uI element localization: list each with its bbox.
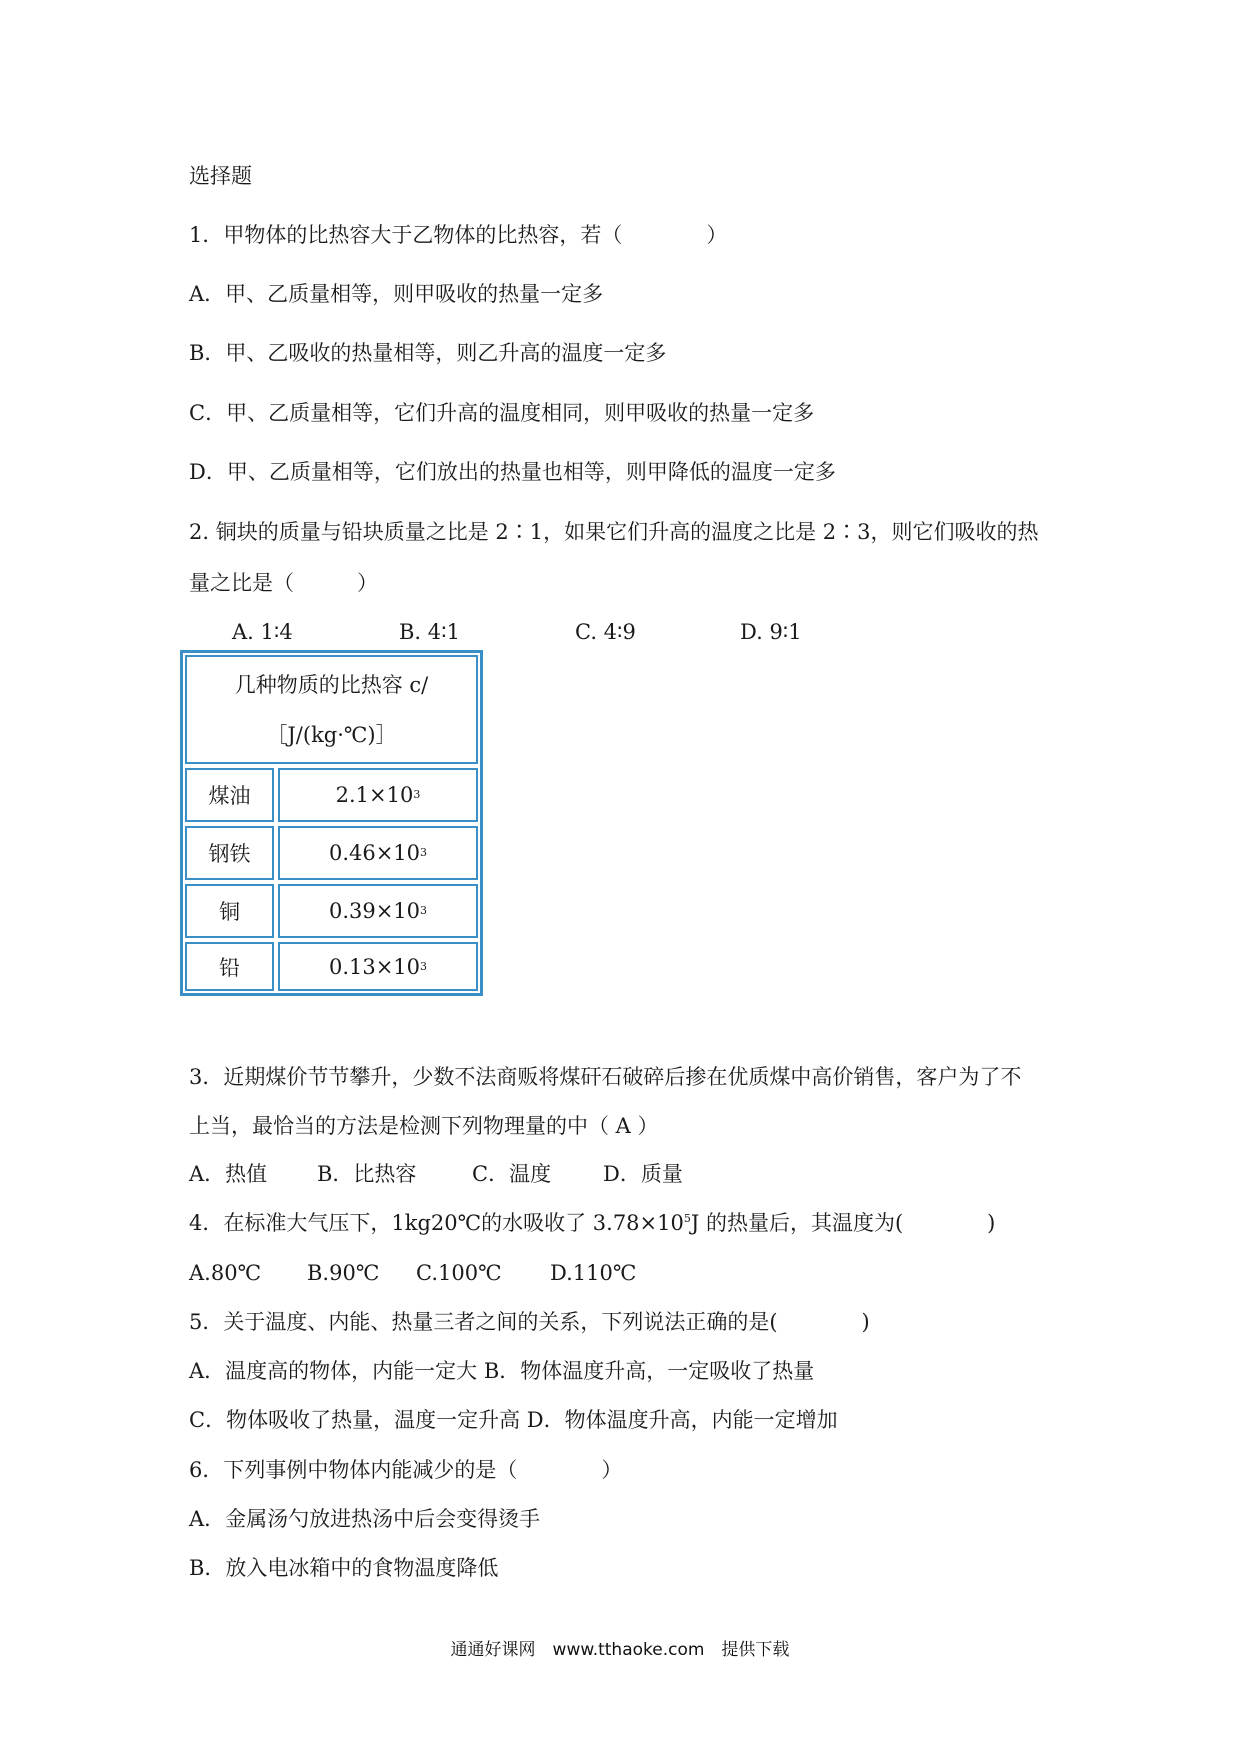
question-6-stem: 6．下列事例中物体内能减少的是（ ） <box>189 1458 623 1482</box>
question-3-option-d: D．质量 <box>603 1162 683 1186</box>
question-5-stem: 5．关于温度、内能、热量三者之间的关系，下列说法正确的是( ) <box>189 1310 870 1334</box>
question-5-options-line2: C．物体吸收了热量，温度一定升高 D．物体温度升高，内能一定增加 <box>189 1408 838 1432</box>
question-6-option-a: A．金属汤勺放进热汤中后会变得烫手 <box>189 1507 541 1531</box>
question-3-stem-line1: 3．近期煤价节节攀升，少数不法商贩将煤矸石破碎后掺在优质煤中高价销售，客户为了不 <box>189 1065 1022 1089</box>
question-4-option-c: C.100℃ <box>416 1261 502 1285</box>
question-5-options-line1: A．温度高的物体，内能一定大 B．物体温度升高，一定吸收了热量 <box>189 1359 815 1383</box>
question-3-stem-line2: 上当，最恰当的方法是检测下列物理量的中（ A ） <box>189 1114 659 1138</box>
question-1-option-b: B．甲、乙吸收的热量相等，则乙升高的温度一定多 <box>189 341 667 365</box>
table-row-name: 煤油 <box>185 768 274 822</box>
question-2-option-c: C. 4∶9 <box>575 620 636 644</box>
table-row-value: 2.1×10 3 <box>278 768 478 822</box>
table-row-value: 0.39×10 3 <box>278 884 478 938</box>
question-6-option-b: B．放入电冰箱中的食物温度降低 <box>189 1556 499 1580</box>
question-3-option-b: B．比热容 <box>317 1162 417 1186</box>
question-3-options <box>189 1164 683 1185</box>
question-1-option-d: D．甲、乙质量相等，它们放出的热量也相等，则甲降低的温度一定多 <box>189 460 836 484</box>
question-2-option-b: B. 4∶1 <box>399 620 460 644</box>
table-header-line2: ［J/(kg·℃)］ <box>266 722 397 747</box>
question-4-options <box>189 1263 636 1284</box>
table-row-name: 铜 <box>185 884 274 938</box>
table-header <box>185 655 478 764</box>
question-2-options <box>232 622 802 643</box>
question-3-option-c: C．温度 <box>472 1162 552 1186</box>
question-2-stem-line1: 2. 铜块的质量与铅块质量之比是 2∶1，如果它们升高的温度之比是 2∶3，则它们吸收的热 <box>189 520 1039 544</box>
question-2-option-d: D. 9∶1 <box>740 620 802 644</box>
table-row-name: 钢铁 <box>185 826 274 880</box>
table-row-name: 铅 <box>185 942 274 991</box>
table-row-value: 0.13×10 3 <box>278 942 478 991</box>
question-2-option-a: A. 1∶4 <box>232 620 293 644</box>
question-1-option-c: C．甲、乙质量相等，它们升高的温度相同，则甲吸收的热量一定多 <box>189 401 815 425</box>
question-2-stem-line2: 量之比是（ ） <box>189 571 378 595</box>
question-3-option-a: A．热值 <box>189 1162 268 1186</box>
table-row-value: 0.46×10 3 <box>278 826 478 880</box>
specific-heat-table <box>180 650 483 996</box>
question-4-option-d: D.110℃ <box>550 1261 637 1285</box>
question-4-option-b: B.90℃ <box>307 1261 380 1285</box>
question-4-option-a: A.80℃ <box>189 1261 262 1285</box>
question-1-option-a: A．甲、乙质量相等，则甲吸收的热量一定多 <box>189 282 604 306</box>
section-title: 选择题 <box>189 164 252 188</box>
question-1-stem: 1．甲物体的比热容大于乙物体的比热容，若（ ） <box>189 223 728 247</box>
question-4-stem: 4．在标准大气压下，1kg20℃的水吸收了 $3.78\times 10^5J$ 的热量后，其温度为( ) <box>189 1211 996 1235</box>
page-footer: 通通好课网 www.tthaoke.com 提供下载 <box>450 1640 790 1660</box>
table-header-line1: 几种物质的比热容 c/ <box>234 672 429 697</box>
